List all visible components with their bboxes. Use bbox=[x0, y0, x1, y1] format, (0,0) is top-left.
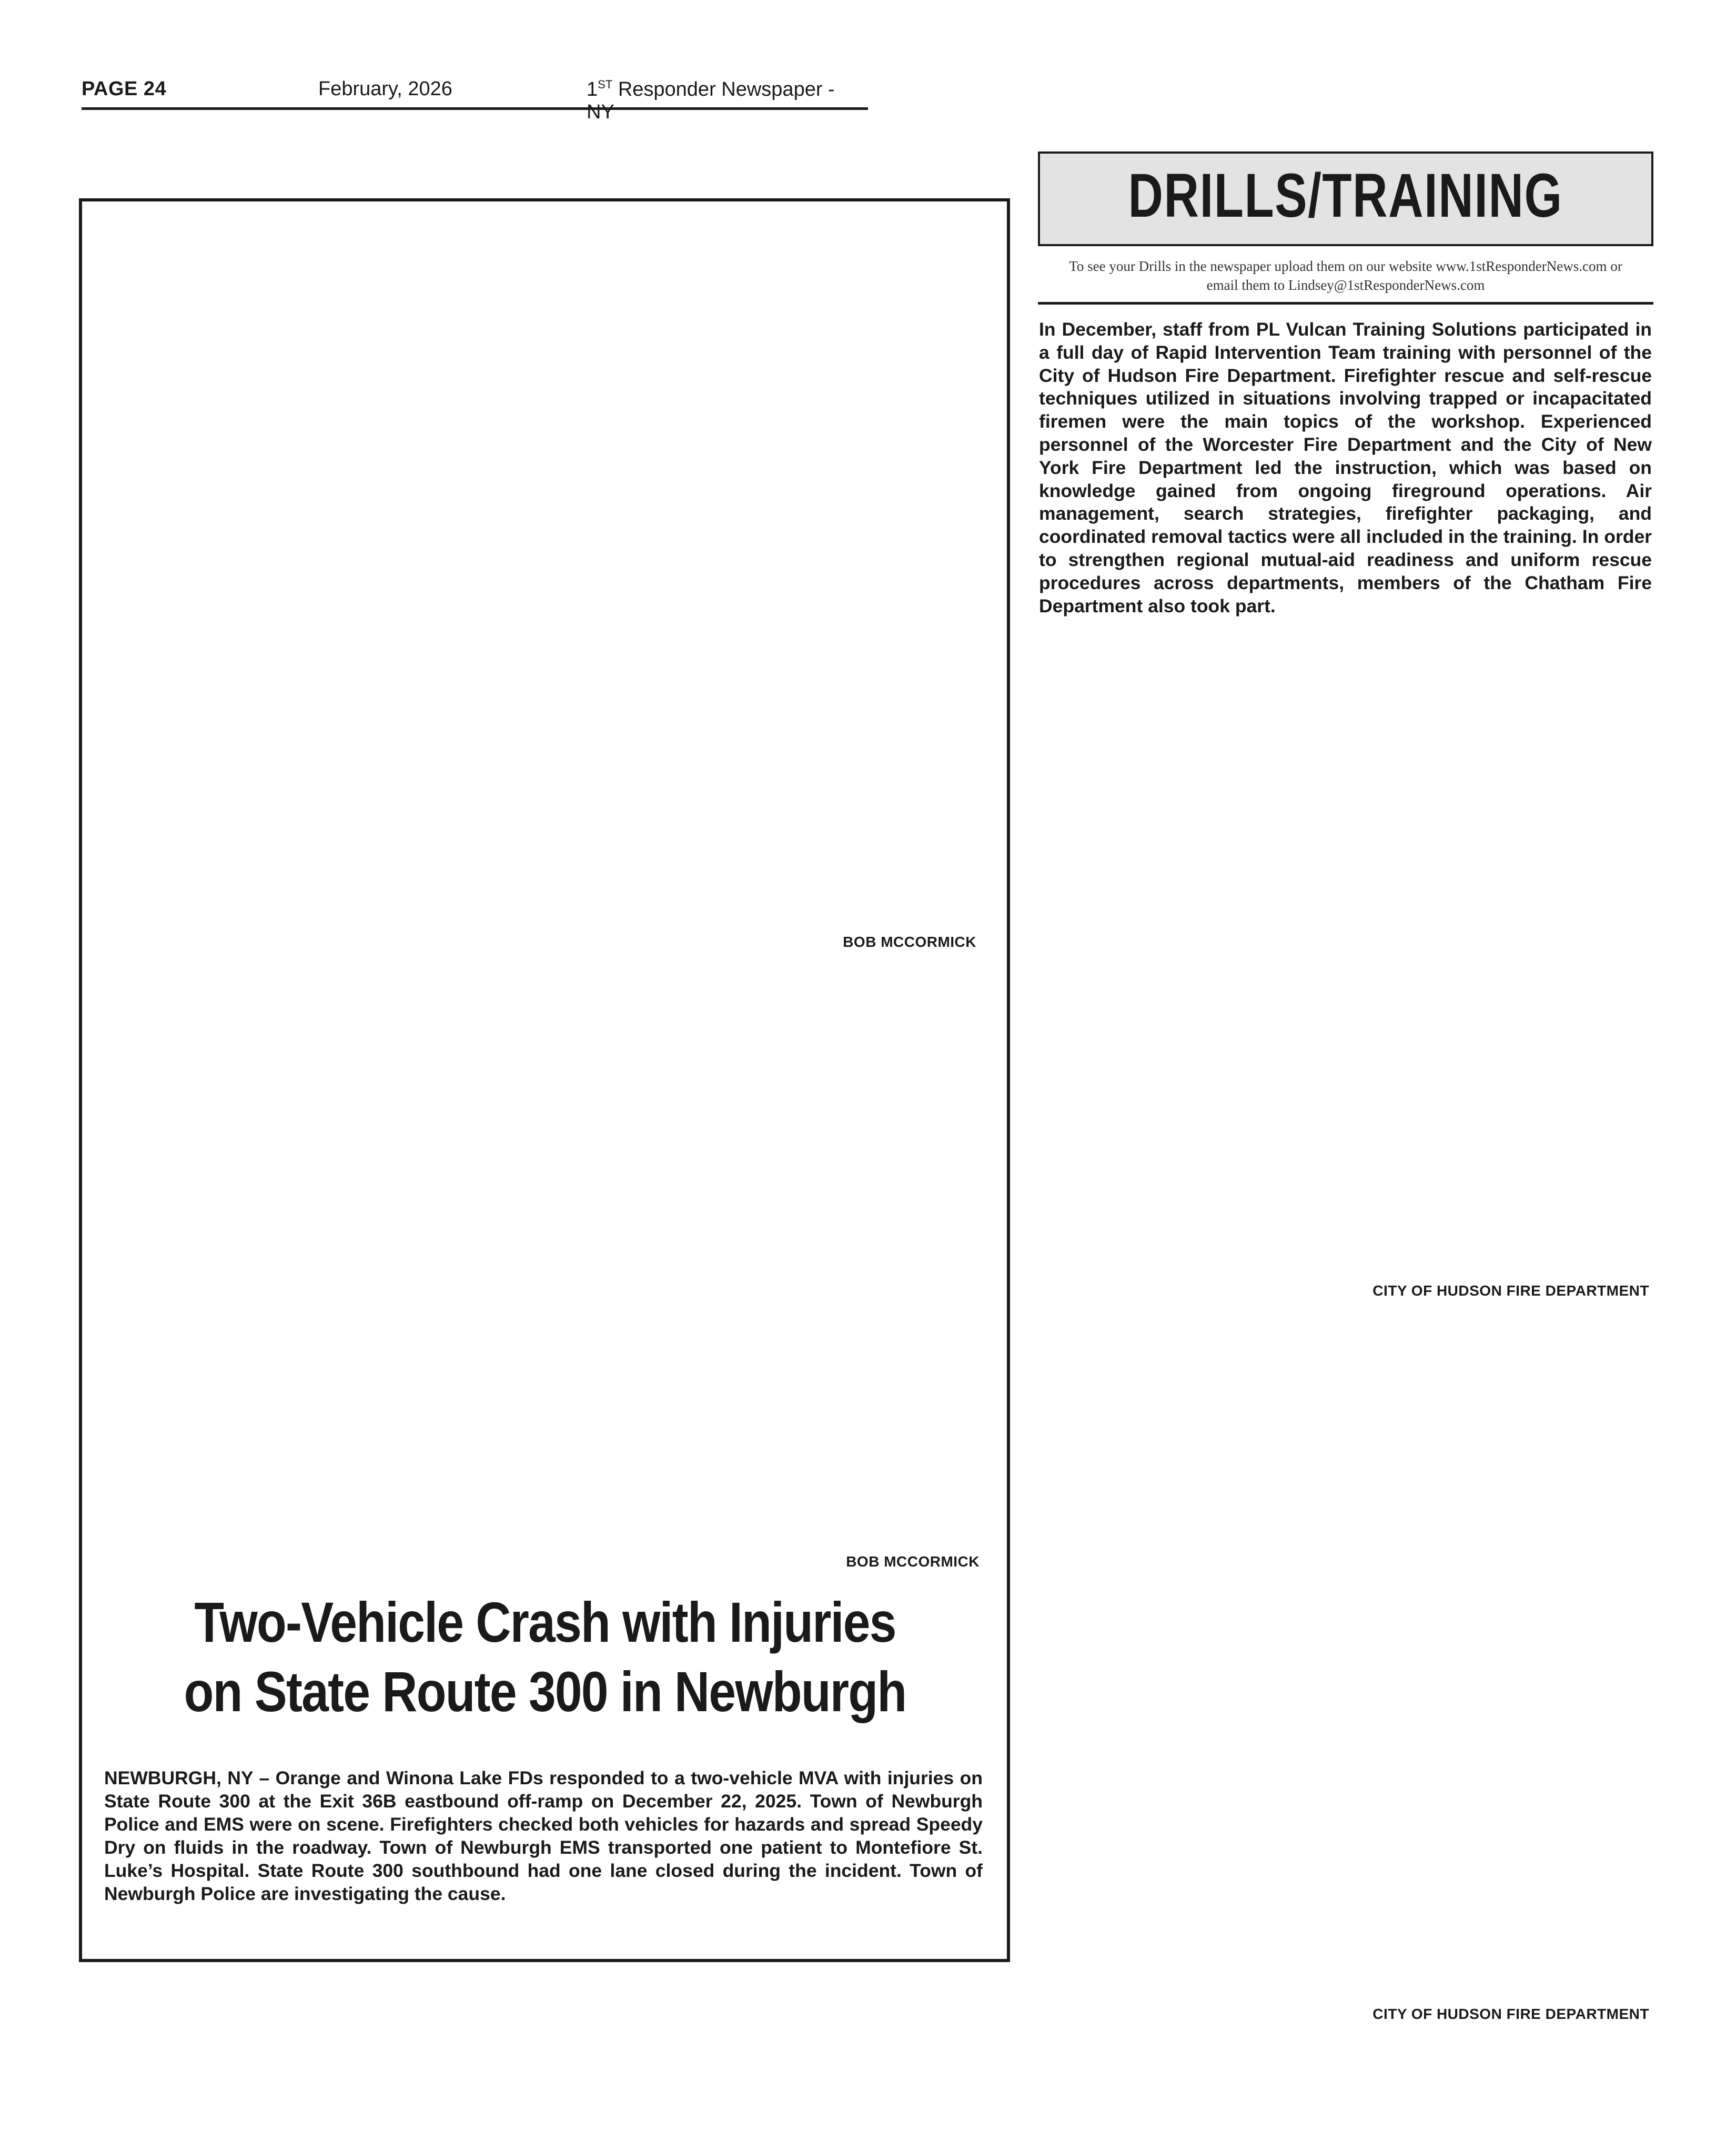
drill-article-body: In December, staff from PL Vulcan Training Solutions participated in a full day of Rapid Intervention Team training with personnel of the City of Hudson Fire Department. Firefighter rescue and self-rescue techniques utilized in situations involving trapped or incapacitated firemen were the main topics of the workshop. Experienced personnel of the Worcester Fire Department and the City of New York Fire Department led the instruction, which was based on knowledge gained from ongoing fireground operations. Air management, search strategies, firefighter packaging, and coordinated removal tactics were all included in the training. In order to strengthen regional mutual-aid readiness and uniform rescue procedures across departments, members of the Chatham Fire Department also took part. bbox=[1039, 319, 1652, 617]
crash-headline-line-1: Two-Vehicle Crash with Injuries bbox=[194, 1590, 896, 1654]
page-number: PAGE 24 bbox=[82, 78, 167, 100]
crash-article-body: NEWBURGH, NY – Orange and Winona Lake FDs responded to a two-vehicle MVA with injuries on State Route 300 at the Exit 36B eastbound off-ramp on December 22, 2025. Town of Newburgh Police and EMS were on scene. Firefighters checked both vehicles for hazards and spread Speedy Dry on fluids in the roadway. Town of Newburgh EMS transported one patient to Montefiore St. Luke’s Hospital. State Route 300 southbound had one lane closed during the incident. Town of Newburgh Police are investigating the cause. bbox=[104, 1767, 983, 1904]
photo-credit-hudson-2: CITY OF HUDSON FIRE DEPARTMENT bbox=[1372, 2006, 1649, 2022]
newspaper-name bbox=[587, 78, 868, 124]
page-folio bbox=[82, 78, 868, 123]
newspaper-name-suffix: Responder Newspaper - NY bbox=[587, 78, 835, 123]
newspaper-name-superscript: ST bbox=[598, 78, 613, 91]
crash-article-frame bbox=[79, 198, 1010, 1962]
crash-headline-line-2: on State Route 300 in Newburgh bbox=[184, 1660, 906, 1723]
crash-photo-1 bbox=[103, 223, 987, 1117]
section-title: DRILLS/TRAINING bbox=[1128, 161, 1563, 230]
issue-date: February, 2026 bbox=[318, 78, 452, 100]
drills-upload-note bbox=[1038, 257, 1653, 295]
drills-upload-note-line-2: email them to Lindsey@1stResponderNews.com bbox=[1206, 277, 1485, 293]
section-banner bbox=[1038, 151, 1653, 246]
section-divider bbox=[1038, 302, 1653, 305]
newspaper-name-prefix: 1 bbox=[587, 78, 598, 100]
photo-credit-hudson-1: CITY OF HUDSON FIRE DEPARTMENT bbox=[1372, 1282, 1649, 1299]
photo-credit-crash-1: BOB MCCORMICK bbox=[843, 934, 976, 950]
photo-credit-crash-2: BOB MCCORMICK bbox=[846, 1553, 980, 1570]
crash-headline bbox=[165, 1588, 925, 1726]
drills-upload-note-line-1: To see your Drills in the newspaper upload them on our website www.1stResponderNews.com or bbox=[1069, 258, 1622, 274]
